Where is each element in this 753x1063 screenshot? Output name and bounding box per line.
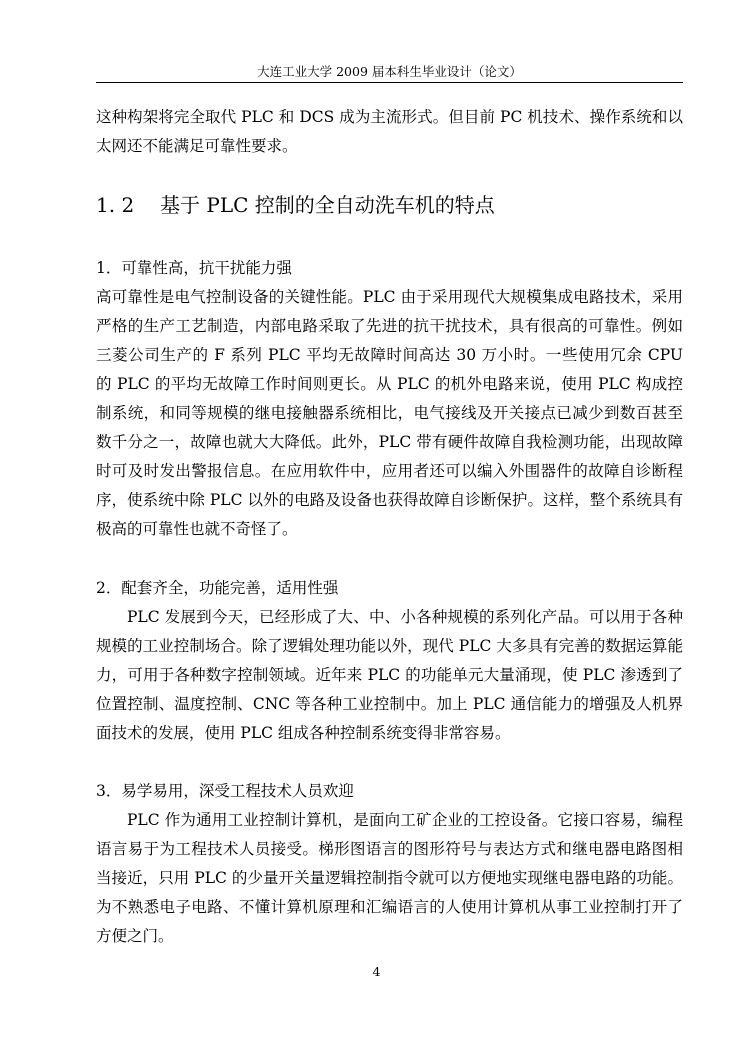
item-heading-3: 3．易学易用，深受工程技术人员欢迎 bbox=[96, 782, 354, 800]
item-heading-2: 2．配套齐全，功能完善，适用性强 bbox=[96, 579, 339, 597]
section-heading bbox=[96, 190, 683, 220]
section-title-text: 基于 PLC 控制的全自动洗车机的特点 bbox=[160, 193, 495, 217]
item-body-1: 高可靠性是电气控制设备的关键性能。PLC 由于采用现代大规模集成电路技术，采用严格的生产工艺制造，内部电路采取了先进的抗干扰技术，具有很高的可靠性。例如三菱公司生产的 F 系列 PLC 平均无故障时间高达 30 万小时。一些使用冗余 CPU 的 PLC 的平均无故障工作时间则更长。从 PLC 的机外电路来说，使用 PLC 构成控制系统，和同等规模的继电接触器系统相比，电气接线及开关接点已减少到数百甚至数千分之一，故障也就大大降低。此外，PLC 带有硬件故障自我检测功能，出现故障时可及时发出警报信息。在应用软件中，应用者还可以编入外围器件的故障自诊断程序，使系统中除 PLC 以外的电路及设备也获得故障自诊断保护。这样，整个系统具有极高的可靠性也就不奇怪了。 bbox=[96, 288, 683, 538]
item-heading-1: 1．可靠性高，抗干扰能力强 bbox=[96, 259, 292, 277]
section-number: 1. 2 bbox=[96, 193, 135, 217]
page-number: 4 bbox=[372, 964, 381, 979]
header-title: 大连工业大学 2009 届本科生毕业设计（论文） bbox=[257, 64, 522, 79]
intro-paragraph: 这种构架将完全取代 PLC 和 DCS 成为主流形式。但目前 PC 机技术、操作系统和以太网还不能满足可靠性要求。 bbox=[96, 108, 683, 155]
item-body-3: PLC 作为通用工业控制计算机，是面向工矿企业的工控设备。它接口容易，编程语言易于为工程技术人员接受。梯形图语言的图形符号与表达方式和继电器电路图相当接近，只用 PLC 的少量开关量逻辑控制指令就可以方便地实现继电器电路的功能。为不熟悉电子电路、不懂计算机原理和汇编语言的人使用计算机从事工业控制打开了方便之门。 bbox=[96, 811, 683, 945]
header-rule bbox=[96, 82, 683, 83]
item-body-2: PLC 发展到今天，已经形成了大、中、小各种规模的系列化产品。可以用于各种规模的工业控制场合。除了逻辑处理功能以外，现代 PLC 大多具有完善的数据运算能力，可用于各种数字控制领域。近年来 PLC 的功能单元大量涌现，使 PLC 渗透到了位置控制、温度控制、CNC 等各种工业控制中。加上 PLC 通信能力的增强及人机界面技术的发展，使用 PLC 组成各种控制系统变得非常容易。 bbox=[96, 608, 683, 742]
